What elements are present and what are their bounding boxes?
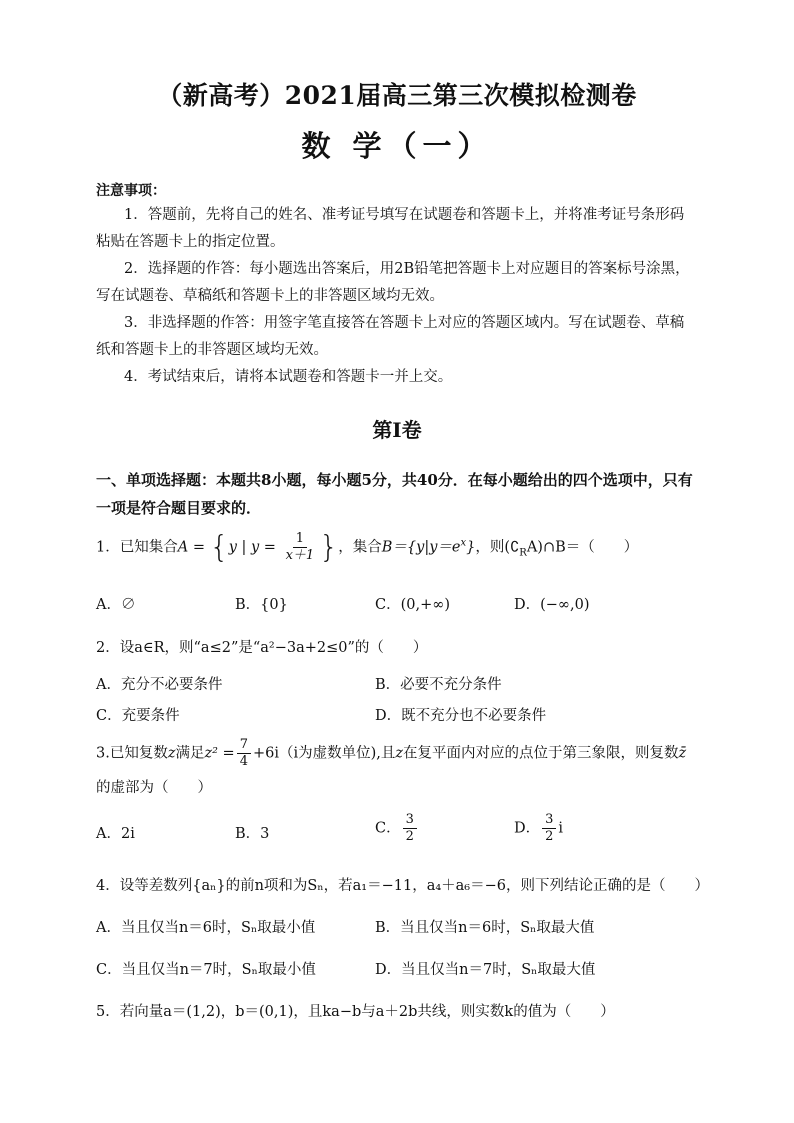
q3-option-c: C． $\frac{3}{2}$: [375, 812, 419, 845]
notice-item-2: 2．选择题的作答：每小题选出答案后，用2B铅笔把答题卡上对应题目的答案标号涂黑，写在试题卷、草稿纸和答题卡上的非答题区域均无效。: [96, 261, 690, 304]
question-3-line2: 的虚部为（ ）: [96, 780, 212, 796]
notice-item-3: 3．非选择题的作答：用签字笔直接答在答题卡上对应的答题区域内。写在试题卷、草稿纸和答题卡上的非答题区域均无效。: [96, 315, 685, 358]
part-heading: 一、单项选择题：本题共8小题，每小题5分，共40分．在每小题给出的四个选项中，只有一项是符合题目要求的．: [96, 471, 693, 517]
q2-option-b: B．必要不充分条件: [375, 677, 502, 693]
q4-option-d: D．当且仅当n＝7时，Sₙ取最大值: [375, 962, 596, 978]
q1-option-d: D．(−∞,0): [514, 597, 590, 613]
section-title: 第Ⅰ卷: [372, 418, 422, 442]
question-2-stem: 2．设a∈R，则“a≤2”是“a²−3a+2≤0”的（ ）: [96, 640, 428, 656]
notice-item-4: 4．考试结束后，请将本试题卷和答题卡一并上交。: [124, 369, 453, 385]
notice-item-1: 1．答题前，先将自己的姓名、准考证号填写在试题卷和答题卡上，并将准考证号条形码粘贴在答题卡上的指定位置。: [96, 207, 685, 250]
q1-option-a: A．∅: [96, 597, 136, 613]
q4-option-a: A．当且仅当n＝6时，Sₙ取最小值: [96, 920, 316, 936]
subject-title: 数 学（一）: [301, 129, 493, 163]
q2-option-c: C．充要条件: [96, 708, 180, 724]
page-title: （新高考）2021届高三第三次模拟检测卷: [157, 81, 637, 110]
q3-option-b: B．3: [235, 826, 270, 842]
question-4-stem: 4．设等差数列{aₙ}的前n项和为Sₙ，若a₁＝−11，a₄＋a₆＝−6，则下列结论正确的是（ ）: [96, 878, 709, 894]
fraction: $\frac{1}{x+1}$: [285, 531, 315, 563]
notice-heading: 注意事项：: [96, 183, 166, 199]
q3-option-d: D． $\frac{3}{2}$ i: [514, 812, 564, 844]
q3-option-a: A．2i: [96, 826, 135, 842]
question-5-stem: 5．若向量a＝(1,2)，b＝(0,1)，且ka−b与a＋2b共线，则实数k的值为（ ）: [96, 1004, 615, 1020]
question-3-stem: 3.已知复数z满足z² = $\frac{7}{4}$ +6i（i为虚数单位),且z在复平面内对应的点位于第三象限，则复数z̄: [96, 737, 687, 769]
q1-option-b: B．{0}: [235, 597, 288, 613]
q1-option-c: C．(0,+∞): [375, 597, 450, 613]
q4-option-c: C．当且仅当n＝7时，Sₙ取最小值: [96, 962, 316, 978]
question-1-stem: 1．已知集合A = {y | y = $\frac{1}{x+1}$ }，集合$B=\{y|y=e^x\}$，则$(∁_RA)\cap B=$（ ）: [96, 530, 639, 565]
q2-option-a: A．充分不必要条件: [96, 677, 223, 693]
q2-option-d: D．既不充分也不必要条件: [375, 708, 547, 724]
q4-option-b: B．当且仅当n＝6时，Sₙ取最大值: [375, 920, 595, 936]
